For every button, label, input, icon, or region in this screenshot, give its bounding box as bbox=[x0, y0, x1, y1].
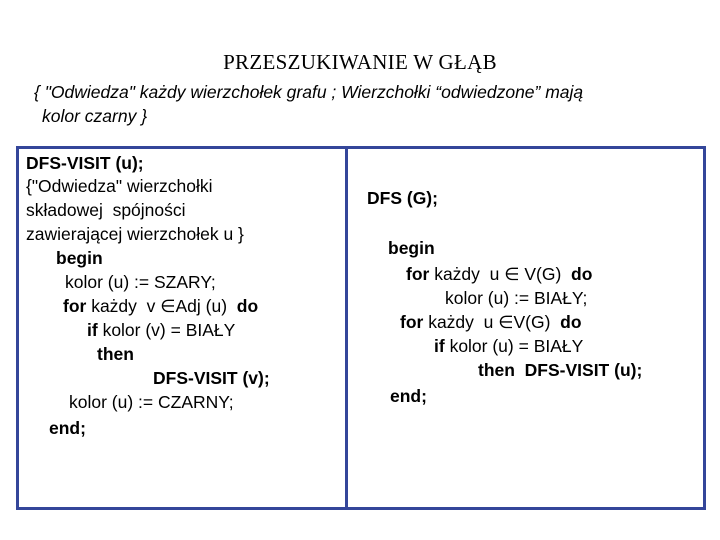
for-clause: każdy u ∈ V(G) bbox=[429, 264, 571, 284]
dfs-visit-for-line bbox=[63, 295, 258, 317]
if-condition: kolor (u) = BIAŁY bbox=[444, 336, 584, 356]
slide-subtitle bbox=[34, 80, 694, 128]
dfs-visit-color-black-line: kolor (u) := CZARNY; bbox=[69, 392, 234, 412]
if-keyword: if bbox=[87, 320, 98, 340]
dfs-begin: begin bbox=[388, 238, 435, 258]
dfs-header: DFS (G); bbox=[367, 188, 438, 208]
for-keyword: for bbox=[406, 264, 430, 284]
do-keyword: do bbox=[571, 264, 593, 284]
do-keyword: do bbox=[236, 296, 259, 316]
dfs-end: end; bbox=[390, 386, 427, 406]
dfs-panel bbox=[345, 146, 706, 510]
for-clause: każdy u ∈V(G) bbox=[423, 312, 561, 332]
dfs-visit-end: end; bbox=[49, 418, 86, 438]
do-keyword: do bbox=[560, 312, 582, 332]
dfs-visit-comment-line-1: {"Odwiedza" wierzchołki bbox=[26, 176, 213, 196]
slide-title: PRZESZUKIWANIE W GŁĄB bbox=[223, 50, 497, 74]
dfs-color-white-line: kolor (u) := BIAŁY; bbox=[445, 288, 588, 308]
dfs-visit-panel bbox=[16, 146, 348, 510]
dfs-for-line-2 bbox=[400, 311, 582, 333]
for-keyword: for bbox=[63, 296, 87, 316]
dfs-visit-comment-line-3: zawierającej wierzchołek u } bbox=[26, 224, 244, 244]
dfs-visit-then: then bbox=[97, 344, 134, 364]
dfs-visit-color-gray-line: kolor (u) := SZARY; bbox=[65, 272, 216, 292]
if-condition: kolor (v) = BIAŁY bbox=[97, 320, 236, 340]
if-keyword: if bbox=[434, 336, 445, 356]
dfs-visit-if-line bbox=[87, 319, 235, 341]
subtitle-line-2: kolor czarny } bbox=[42, 106, 148, 126]
dfs-visit-recursive-call: DFS-VISIT (v); bbox=[153, 368, 270, 388]
subtitle-line-1: { "Odwiedza" każdy wierzchołek grafu ; Wierzchołki “odwiedzone” mają bbox=[34, 82, 584, 102]
dfs-visit-header: DFS-VISIT (u); bbox=[26, 153, 144, 173]
for-keyword: for bbox=[400, 312, 424, 332]
dfs-visit-comment-line-2: składowej spójności bbox=[26, 200, 186, 220]
dfs-then-call: then DFS-VISIT (u); bbox=[478, 360, 643, 380]
dfs-visit-begin: begin bbox=[56, 248, 103, 268]
dfs-if-line bbox=[434, 335, 583, 357]
dfs-for-line-1 bbox=[406, 263, 592, 285]
for-clause: każdy v ∈Adj (u) bbox=[86, 296, 237, 316]
